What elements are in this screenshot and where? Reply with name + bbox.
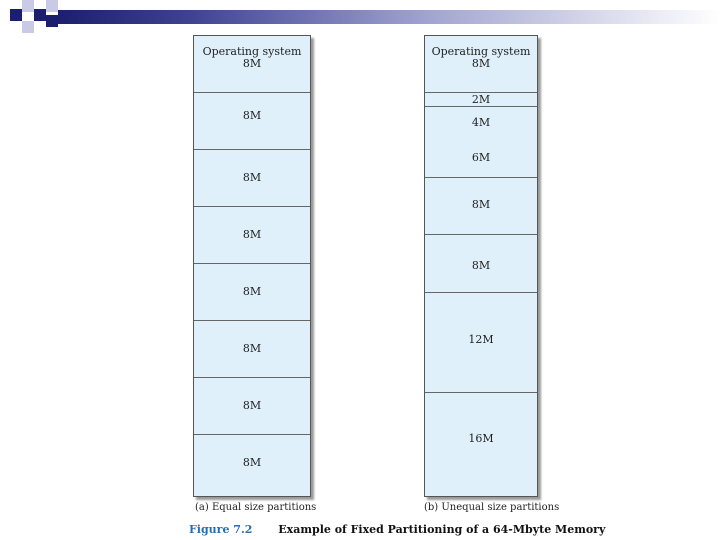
unequal-memory-block bbox=[424, 35, 538, 497]
unequal-partitions-diagram bbox=[424, 35, 560, 513]
partition-size-label: 8M bbox=[242, 342, 262, 355]
os-partition bbox=[194, 36, 310, 93]
partition-block bbox=[194, 435, 310, 496]
equal-partitions-diagram bbox=[193, 35, 317, 513]
partition-block bbox=[194, 207, 310, 264]
partition-size-label: 8M bbox=[242, 171, 262, 184]
figure-number: Figure 7.2 bbox=[189, 523, 253, 536]
partition-block bbox=[194, 264, 310, 321]
partition-block bbox=[194, 93, 310, 150]
partition-size-label: 12M bbox=[468, 333, 494, 346]
partition-block bbox=[194, 150, 310, 207]
partition-block bbox=[425, 235, 537, 293]
os-size-label: 8M bbox=[242, 57, 262, 70]
partition-block bbox=[425, 393, 537, 496]
figure-title: Example of Fixed Partitioning of a 64-Mbyte Memory bbox=[278, 523, 606, 536]
equal-caption: (a) Equal size partitions bbox=[195, 502, 317, 513]
partition-block bbox=[425, 178, 537, 235]
partition-size-label: 8M bbox=[242, 399, 262, 412]
equal-memory-block bbox=[193, 35, 311, 497]
partition-block bbox=[425, 93, 537, 107]
partition-block bbox=[425, 107, 537, 178]
memory-partition-figure bbox=[189, 27, 606, 540]
partition-size-label: 4M bbox=[471, 116, 491, 129]
partition-block bbox=[194, 378, 310, 435]
partition-block bbox=[425, 293, 537, 393]
partition-size-label: 8M bbox=[242, 285, 262, 298]
partition-size-label: 8M bbox=[242, 109, 262, 122]
os-label: Operating system bbox=[431, 45, 531, 58]
figure-caption bbox=[189, 523, 606, 536]
partition-size-label: 8M bbox=[471, 198, 491, 211]
partition-size-label: 6M bbox=[471, 151, 491, 164]
partition-size-label: 8M bbox=[242, 228, 262, 241]
partition-size-label: 2M bbox=[471, 93, 491, 106]
os-size-label: 8M bbox=[471, 57, 491, 70]
partition-size-label: 8M bbox=[471, 259, 491, 272]
partition-size-label: 8M bbox=[242, 456, 262, 469]
partition-block bbox=[194, 321, 310, 378]
unequal-caption: (b) Unequal size partitions bbox=[424, 502, 560, 513]
os-label: Operating system bbox=[202, 45, 302, 58]
partition-size-label: 16M bbox=[468, 432, 494, 445]
os-partition bbox=[425, 36, 537, 93]
header-stripe bbox=[58, 10, 720, 24]
